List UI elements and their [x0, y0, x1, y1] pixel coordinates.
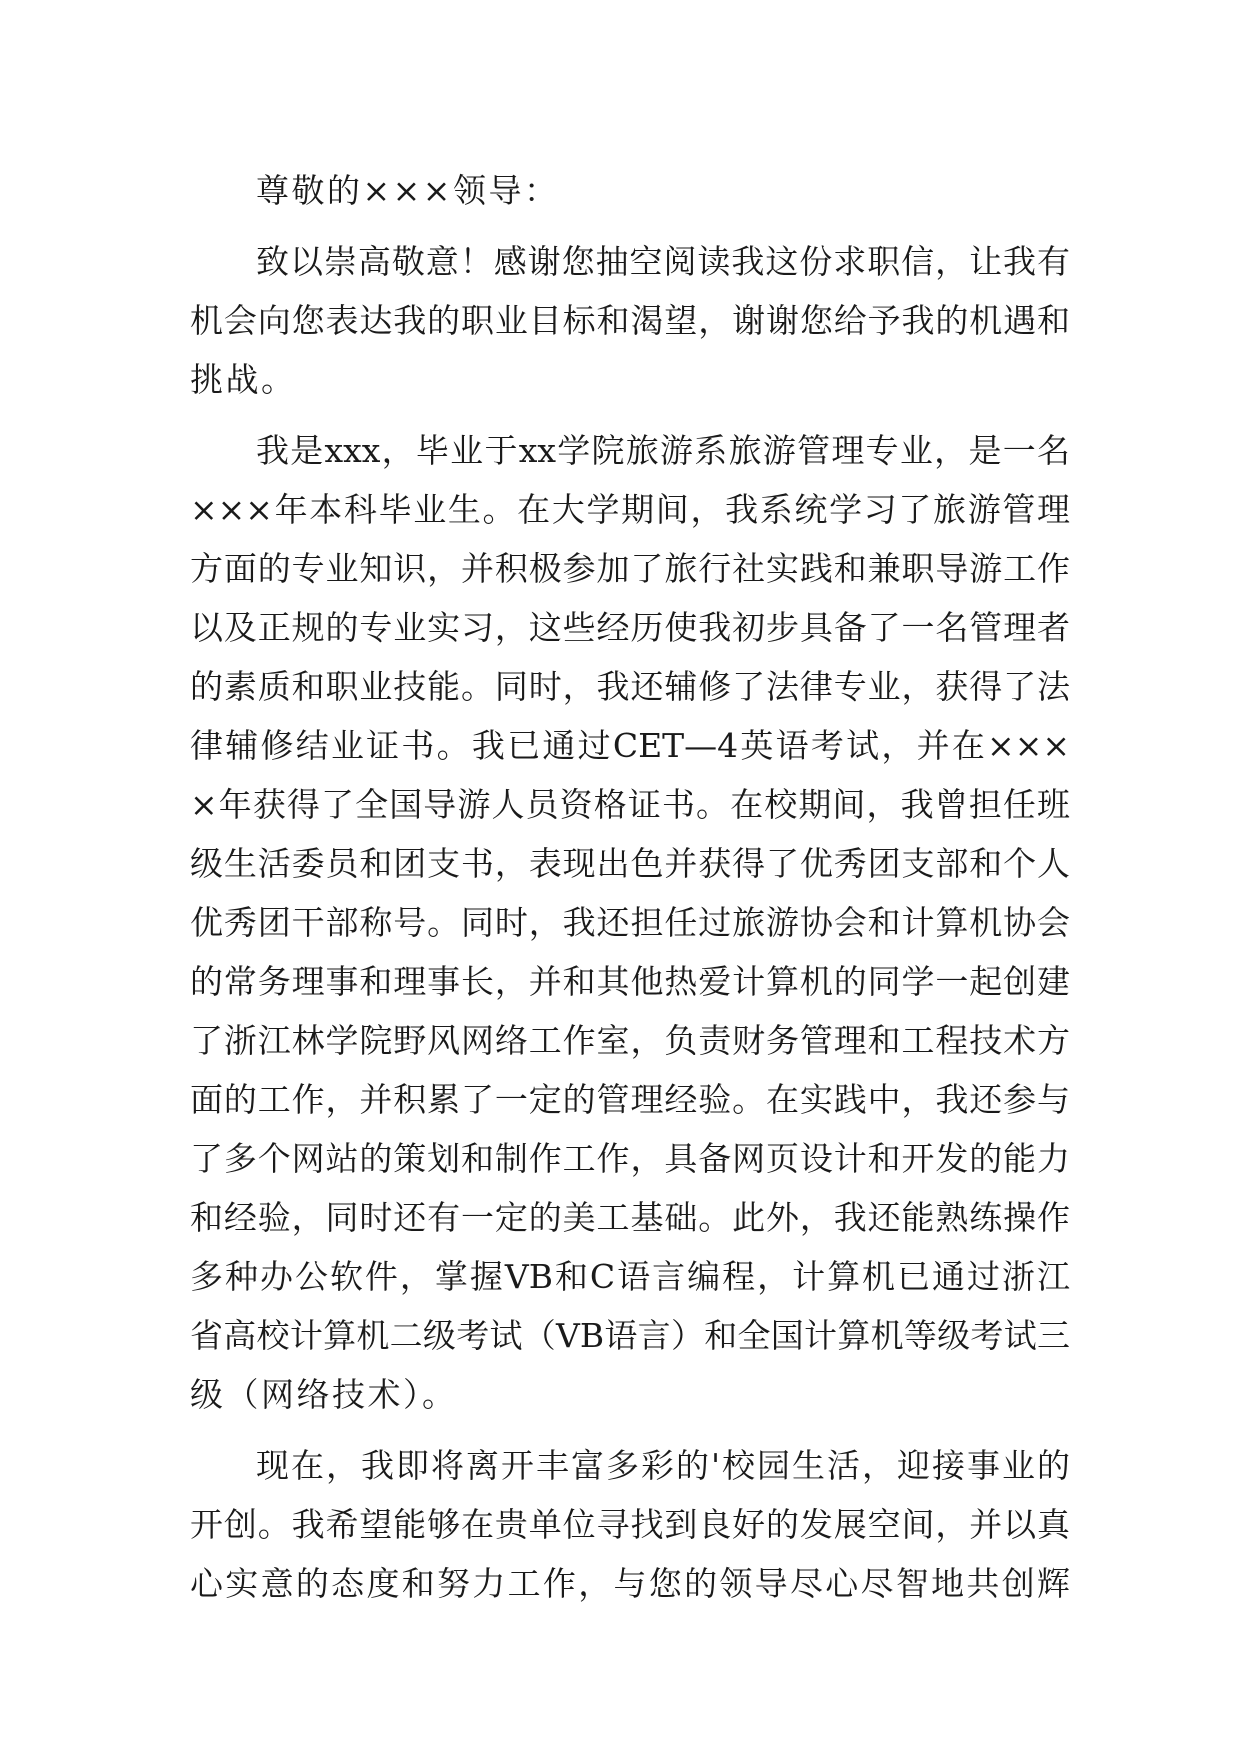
paragraph-2 [190, 421, 1070, 1424]
paragraph-gap [190, 409, 1070, 421]
paragraph-line: 级（网络技术）。 [190, 1375, 458, 1414]
paragraph-line: 以及正规的专业实习，这些经历使我初步具备了一名管理者 [190, 608, 1070, 647]
paragraph-line: 的素质和职业技能。同时，我还辅修了法律专业，获得了法 [190, 667, 1070, 706]
paragraph-gap [190, 220, 1070, 232]
paragraph-line: ×××年本科毕业生。在大学期间，我系统学习了旅游管理 [190, 490, 1070, 529]
salutation: 尊敬的×××领导： [256, 171, 560, 210]
paragraph-line: 致以崇高敬意！感谢您抽空阅读我这份求职信，让我有 [256, 242, 1070, 281]
paragraph-line: 优秀团干部称号。同时，我还担任过旅游协会和计算机协会 [190, 903, 1070, 942]
paragraph-line: 级生活委员和团支书，表现出色并获得了优秀团支部和个人 [190, 844, 1070, 883]
paragraph-line: 了多个网站的策划和制作工作，具备网页设计和开发的能力 [190, 1139, 1070, 1178]
letter-body [190, 161, 1070, 1613]
paragraph-line: 多种办公软件，掌握VB和C语言编程，计算机已通过浙江 [190, 1257, 1070, 1296]
paragraph-line: 了浙江林学院野风网络工作室，负责财务管理和工程技术方 [190, 1021, 1070, 1060]
paragraph-line: 现在，我即将离开丰富多彩的'校园生活，迎接事业的 [256, 1446, 1070, 1485]
paragraph-line: 心实意的态度和努力工作，与您的领导尽心尽智地共创辉 [190, 1564, 1070, 1603]
paragraph-line: 面的工作，并积累了一定的管理经验。在实践中，我还参与 [190, 1080, 1070, 1119]
paragraph-line: 方面的专业知识，并积极参加了旅行社实践和兼职导游工作 [190, 549, 1070, 588]
paragraph-line: 和经验，同时还有一定的美工基础。此外，我还能熟练操作 [190, 1198, 1070, 1237]
paragraph-gap [190, 1424, 1070, 1436]
paragraph-3 [190, 1436, 1070, 1613]
paragraph-line: 机会向您表达我的职业目标和渴望，谢谢您给予我的机遇和 [190, 301, 1070, 340]
paragraph-line: 省高校计算机二级考试（VB语言）和全国计算机等级考试三 [190, 1316, 1070, 1355]
paragraph-1 [190, 232, 1070, 409]
paragraph-line: 律辅修结业证书。我已通过CET—4英语考试，并在××× [190, 726, 1070, 765]
paragraph-line: 我是xxx，毕业于xx学院旅游系旅游管理专业，是一名 [256, 431, 1070, 470]
paragraph-line: 开创。我希望能够在贵单位寻找到良好的发展空间，并以真 [190, 1505, 1070, 1544]
paragraph-line: 挑战。 [190, 360, 297, 399]
paragraph-line: ×年获得了全国导游人员资格证书。在校期间，我曾担任班 [190, 785, 1070, 824]
paragraph-line: 的常务理事和理事长，并和其他热爱计算机的同学一起创建 [190, 962, 1070, 1001]
